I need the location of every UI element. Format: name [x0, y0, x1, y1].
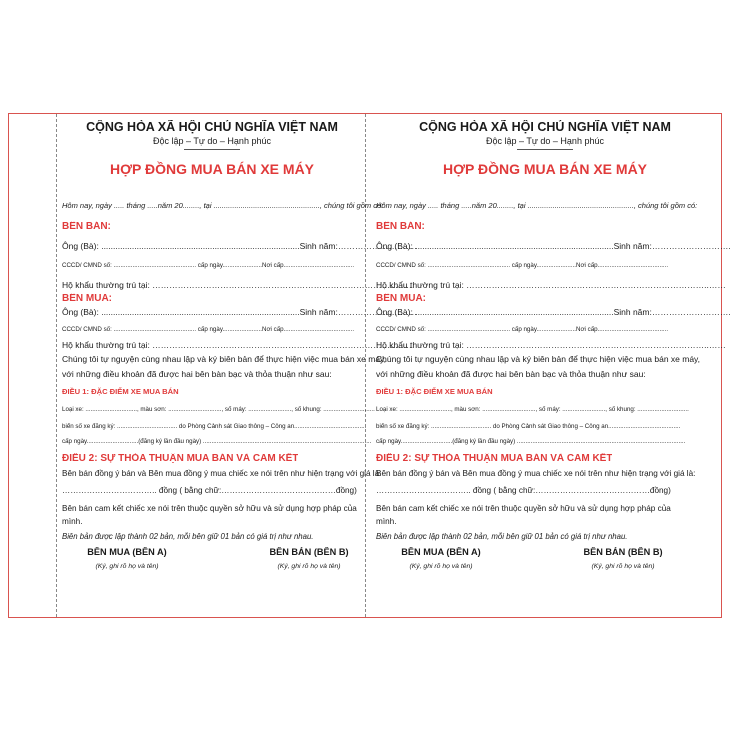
buyer-signature-hint: (Ký, ghi rõ họ và tên) — [409, 563, 473, 570]
contract-title: HỢP ĐỒNG MUA BÁN XE MÁY — [109, 161, 315, 177]
buyer-id-line: CCCD/ CMND số: ................................................ cấp ngày.......................Nơi cấp......................................... — [62, 326, 355, 333]
buyer-name-line: Ông (Bà): ....................................................................................Sinh năm:………………………. — [62, 307, 417, 317]
intro-line-2: với những điều khoản đã được hai bên bàn bạc và thỏa thuận như sau: — [62, 369, 332, 379]
buyer-id-line: CCCD/ CMND số: ................................................ cấp ngày.......................Nơi cấp......................................... — [376, 326, 669, 333]
nation-heading: CỘNG HÒA XÃ HỘI CHỦ NGHĨA VIỆT NAM — [419, 120, 671, 134]
seller-id-line: CCCD/ CMND số: ................................................ cấp ngày.......................Nơi cấp......................................... — [376, 262, 669, 269]
commitment-line-2: mình. — [376, 517, 397, 526]
nation-heading: CỘNG HÒA XÃ HỘI CHỦ NGHĨA VIỆT NAM — [86, 120, 338, 134]
buyer-name-line: Ông (Bà): ....................................................................................Sinh năm:………………………. — [376, 307, 731, 317]
buyer-signature-hint: (Ký, ghi rõ họ và tên) — [95, 563, 159, 570]
issue-date-line: cấp ngày..............................(đăng ký lần đầu ngày) .................................................................................................. — [376, 438, 686, 445]
article-1-heading: ĐIỀU 1: ĐẶC ĐIỂM XE MUA BÁN — [376, 387, 493, 396]
copies-note: Biên bản được lập thành 02 bản, mỗi bên giữ 01 bản có giá trị như nhau. — [376, 532, 628, 541]
seller-heading: BÊN BÁN: — [376, 221, 425, 232]
vehicle-type-line: Loại xe: .............................., màu sơn: ..............................., số máy: ........................., số khung: .............................. — [62, 406, 375, 413]
motto: Độc lập – Tự do – Hạnh phúc — [486, 136, 604, 146]
buyer-signature-label: BÊN MUA (BÊN A) — [401, 547, 481, 557]
intro-line-2: với những điều khoản đã được hai bên bàn bạc và thỏa thuận như sau: — [376, 369, 646, 379]
seller-signature-label: BÊN BÁN (BÊN B) — [269, 547, 349, 557]
price-line: …………………………….. đồng ( bằng chữ:……………………………………đồng) — [62, 486, 357, 495]
motto-underline — [184, 149, 240, 150]
price-line: …………………………….. đồng ( bằng chữ:……………………………………đồng) — [376, 486, 671, 495]
date-line: Hôm nay, ngày ..... tháng .....năm 20........, tại ..................................................., chúng tôi gồm có: — [62, 201, 384, 210]
plate-number-line: biển số xe đăng ký: ................................... do Phòng Cảnh sát Giao thông – Công an.......................................... — [376, 423, 681, 430]
seller-name-line: Ông (Bà): ....................................................................................Sinh năm:………………………. — [376, 241, 731, 251]
commitment-line-1: Bên bán cam kết chiếc xe nói trên thuộc quyền sở hữu và sử dụng hợp pháp của — [376, 504, 671, 513]
plate-number-line: biển số xe đăng ký: ................................... do Phòng Cảnh sát Giao thông – Công an.......................................... — [62, 423, 367, 430]
price-intro: Bên bán đồng ý bán và Bên mua đồng ý mua chiếc xe nói trên như hiện trạng với giá là: — [62, 469, 382, 478]
date-line: Hôm nay, ngày ..... tháng .....năm 20........, tại ..................................................., chúng tôi gồm có: — [376, 201, 698, 210]
seller-name-line: Ông (Bà): ....................................................................................Sinh năm:………………………. — [62, 241, 417, 251]
cut-line-middle — [365, 114, 366, 617]
article-2-heading: ĐIỀU 2: SỰ THỎA THUẬN MUA BÁN VÀ CAM KẾT — [62, 453, 299, 464]
seller-residence-line: Hộ khẩu thường trú tại: …………………………………………………………………………..…… — [62, 280, 412, 290]
seller-id-line: CCCD/ CMND số: ................................................ cấp ngày.......................Nơi cấp......................................... — [62, 262, 355, 269]
motto-underline — [517, 149, 573, 150]
buyer-heading: BÊN MUA: — [62, 293, 112, 304]
contract-title: HỢP ĐỒNG MUA BÁN XE MÁY — [442, 161, 648, 177]
seller-heading: BÊN BÁN: — [62, 221, 111, 232]
buyer-residence-line: Hộ khẩu thường trú tại: …………………………………………………………………………..…… — [62, 340, 412, 350]
copies-note: Biên bản được lập thành 02 bản, mỗi bên giữ 01 bản có giá trị như nhau. — [62, 532, 314, 541]
vehicle-type-line: Loại xe: .............................., màu sơn: ..............................., số máy: ........................., số khung: .............................. — [376, 406, 689, 413]
commitment-line-2: mình. — [62, 517, 83, 526]
article-1-heading: ĐIỀU 1: ĐẶC ĐIỂM XE MUA BÁN — [62, 387, 179, 396]
issue-date-line: cấp ngày..............................(đăng ký lần đầu ngày) .................................................................................................. — [62, 438, 372, 445]
cut-line-left — [56, 114, 57, 617]
seller-signature-label: BÊN BÁN (BÊN B) — [583, 547, 663, 557]
buyer-residence-line: Hộ khẩu thường trú tại: …………………………………………………………………………..…… — [376, 340, 726, 350]
intro-line-1: Chúng tôi tự nguyện cùng nhau lập và ký biên bản để thực hiện việc mua bán xe máy, — [376, 354, 701, 364]
seller-signature-hint: (Ký, ghi rõ họ và tên) — [277, 563, 341, 570]
article-2-heading: ĐIỀU 2: SỰ THỎA THUẬN MUA BÁN VÀ CAM KẾT — [376, 453, 613, 464]
price-intro: Bên bán đồng ý bán và Bên mua đồng ý mua chiếc xe nói trên như hiện trạng với giá là: — [376, 469, 696, 478]
buyer-heading: BÊN MUA: — [376, 293, 426, 304]
seller-signature-hint: (Ký, ghi rõ họ và tên) — [591, 563, 655, 570]
intro-line-1: Chúng tôi tự nguyện cùng nhau lập và ký biên bản để thực hiện việc mua bán xe máy, — [62, 354, 387, 364]
seller-residence-line: Hộ khẩu thường trú tại: …………………………………………………………………………..…… — [376, 280, 726, 290]
contract-sheet — [8, 113, 722, 618]
motto: Độc lập – Tự do – Hạnh phúc — [153, 136, 271, 146]
buyer-signature-label: BÊN MUA (BÊN A) — [87, 547, 167, 557]
commitment-line-1: Bên bán cam kết chiếc xe nói trên thuộc quyền sở hữu và sử dụng hợp pháp của — [62, 504, 357, 513]
